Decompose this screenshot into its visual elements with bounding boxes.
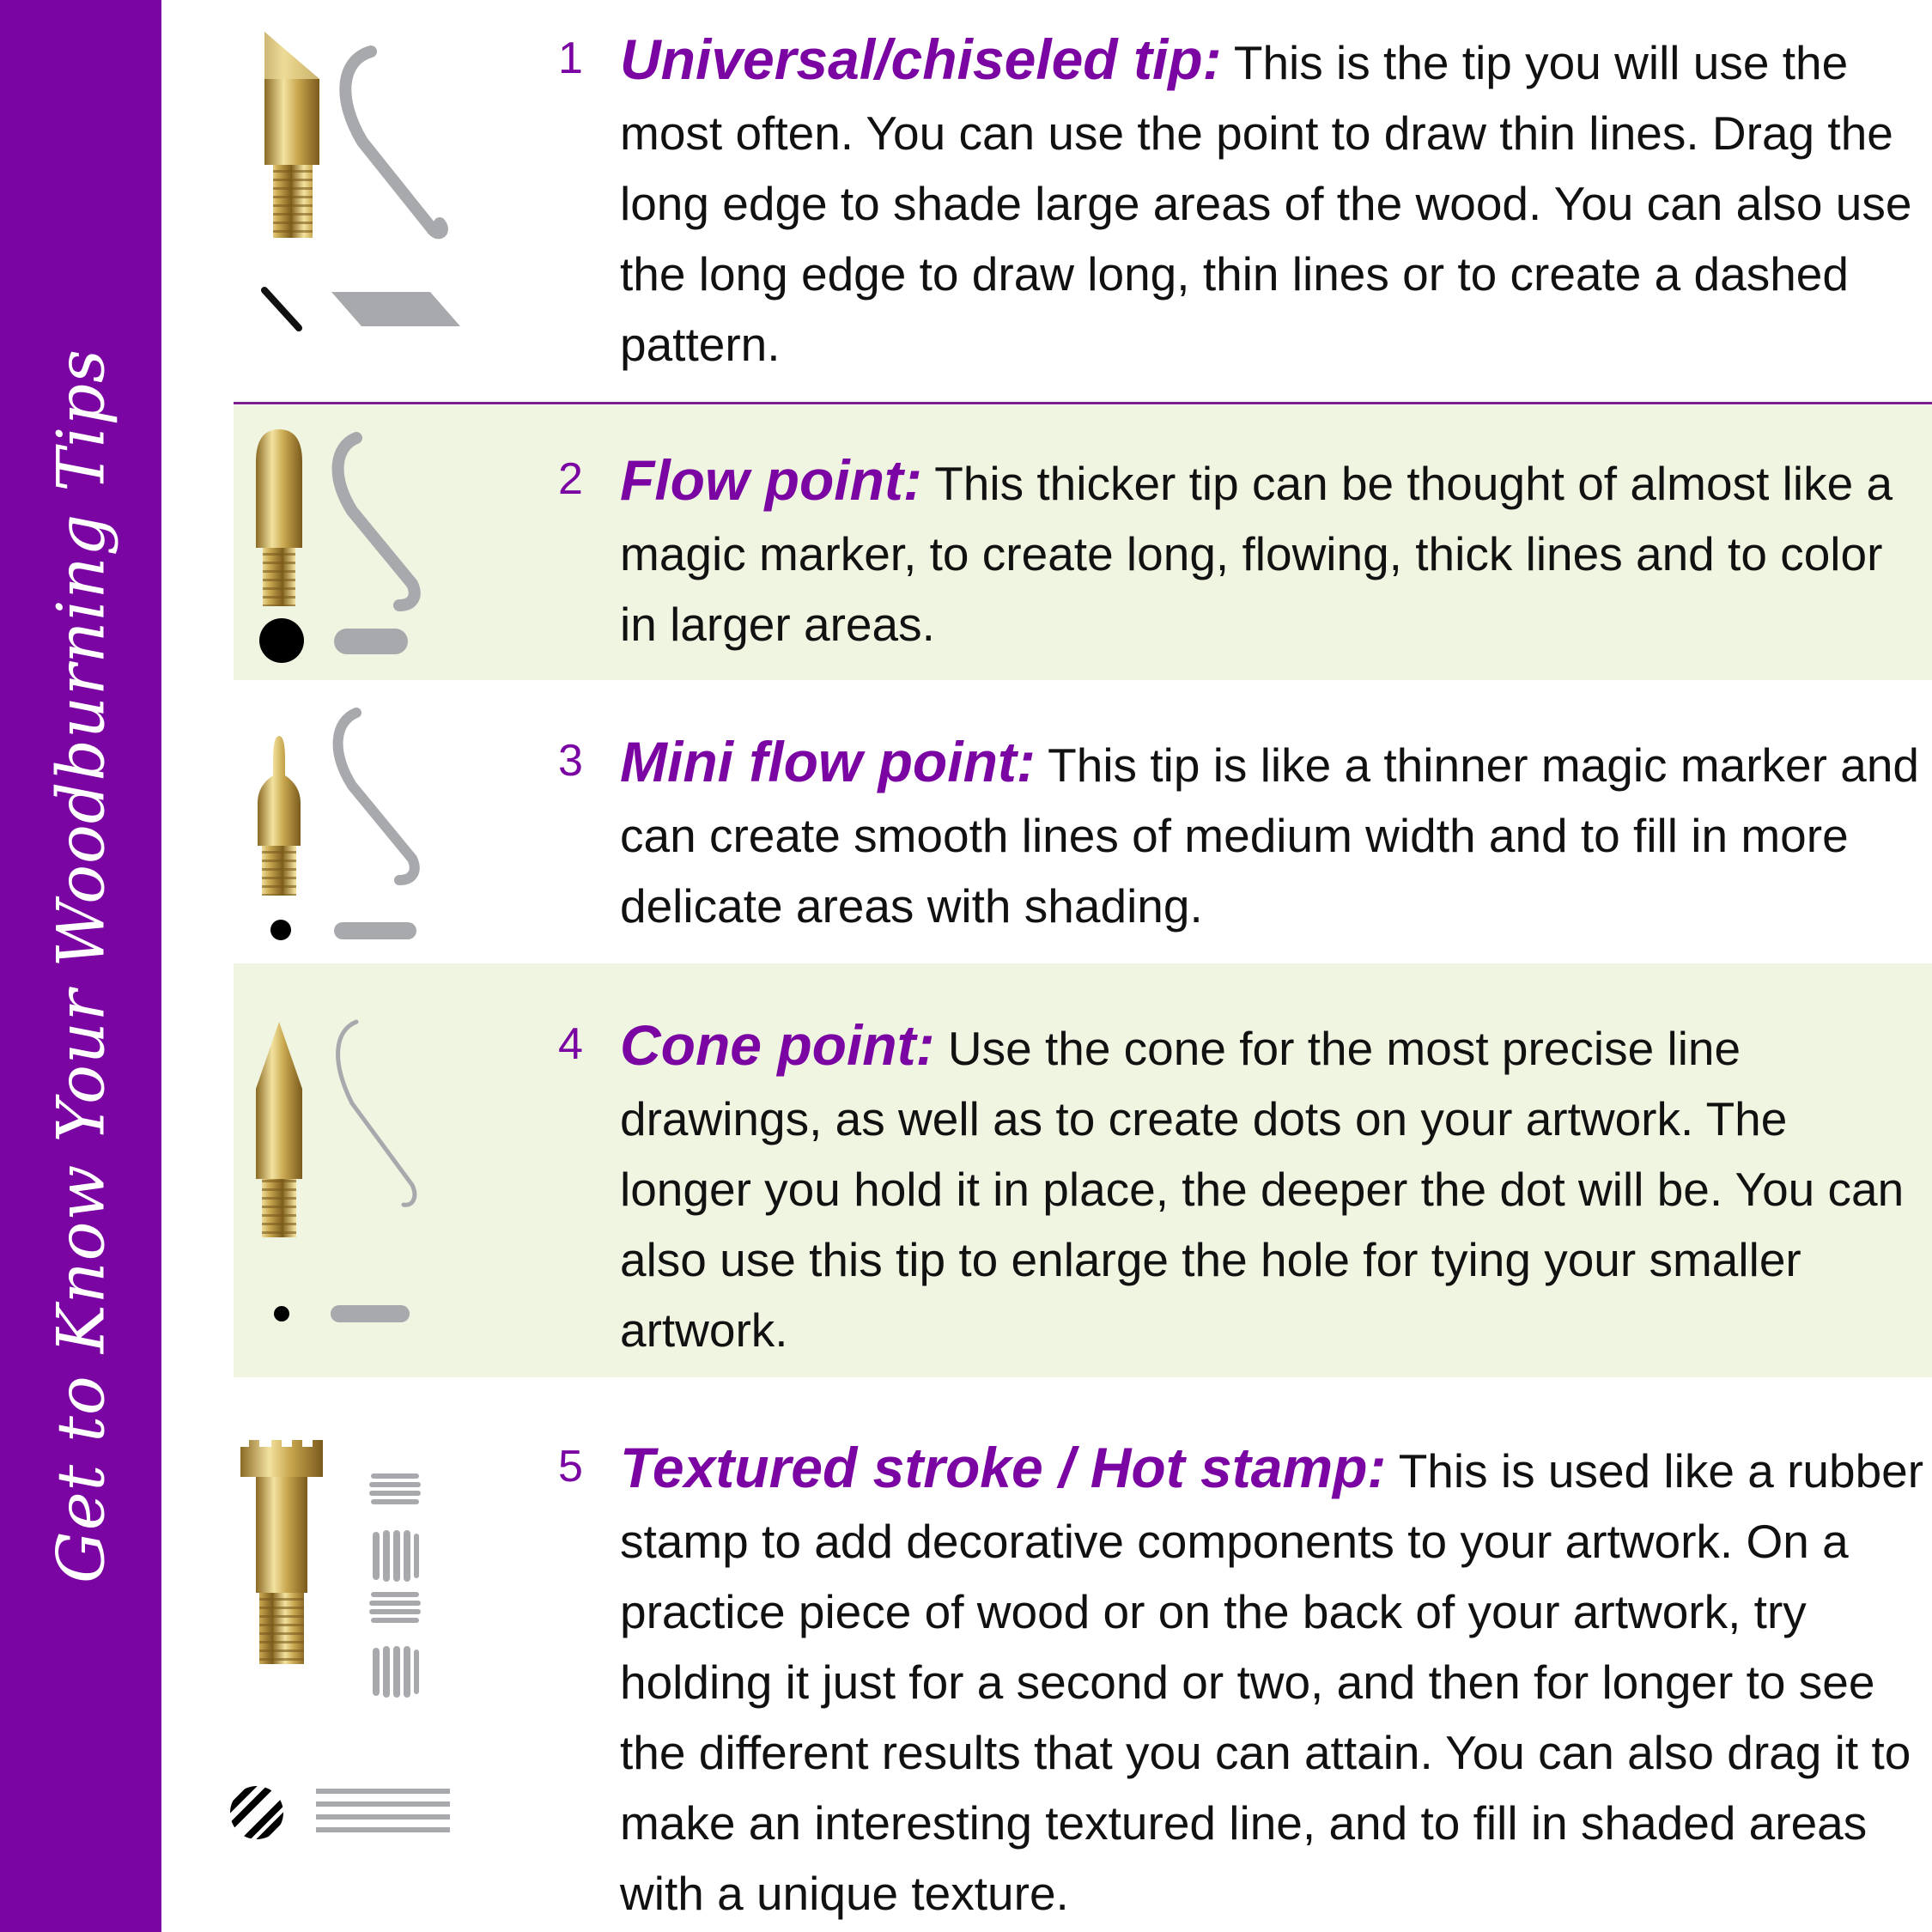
tip-number: 2 — [558, 454, 583, 504]
tip-description: This thicker tip can be thought of almost like a magic marker, to create long, flowing, thick lines and to color in larger areas. — [620, 457, 1893, 651]
tip-number: 1 — [558, 33, 583, 83]
hot-stamp-tip-icon — [239, 1438, 325, 1666]
tip-description: This is used like a rubber stamp to add decorative components to your artwork. On a practice piece of wood or on the back of your artwork, try holding it just for a second or two, and then for longer to see the different results that you can attain. You can also drag it to make an interesting textured line, and to fill in shaded areas with a unique texture. — [620, 1444, 1924, 1920]
medium-dot-icon — [270, 919, 292, 941]
tip-description: This is the tip you will use the most often. You can use the point to draw thin lines. Drag the long edge to shade large areas of the wood. You can also use the long edge to draw long, thin lines or to create a dashed pattern. — [620, 36, 1912, 371]
textured-line-stroke-icon — [316, 1789, 450, 1833]
tip-text — [620, 726, 1925, 941]
tip-title: Textured stroke / Hot stamp: — [620, 1436, 1387, 1499]
thick-dot-icon — [258, 617, 306, 665]
tip-number: 3 — [558, 736, 583, 786]
fine-line-stroke-icon — [329, 1303, 411, 1324]
tip-text — [620, 445, 1925, 659]
tip-text — [620, 1010, 1925, 1365]
striped-circle-icon — [228, 1784, 285, 1841]
stamp-texture-samples-icon — [368, 1470, 422, 1702]
tip-text — [620, 24, 1925, 380]
cone-point-tip-icon — [249, 1020, 309, 1239]
tip-text — [620, 1432, 1925, 1929]
universal-tip-icon — [258, 27, 326, 242]
hook-stroke-icon — [337, 47, 448, 245]
thin-line-stroke-icon — [258, 283, 309, 335]
tip-number: 5 — [558, 1442, 583, 1492]
mini-flow-point-tip-icon — [249, 734, 309, 897]
tip-description: Use the cone for the most precise line drawings, as well as to create dots on your artwork. The longer you hold it in place, the deeper the dot will be. You can also use this tip to enlarge the hole for tying your smaller artwork. — [620, 1022, 1905, 1357]
tip-title: Flow point: — [620, 448, 922, 512]
tip-title: Mini flow point: — [620, 730, 1036, 793]
tip-description: This tip is like a thinner magic marker and can create smooth lines of medium width and to fill in more delicate areas with shading. — [620, 738, 1919, 933]
tip-title: Cone point: — [620, 1013, 935, 1077]
shade-area-stroke-icon — [331, 288, 460, 331]
section-divider — [234, 402, 1932, 404]
tip-title: Universal/chiseled tip: — [620, 27, 1222, 91]
sidebar — [0, 0, 161, 1932]
flow-point-tip-icon — [249, 428, 309, 608]
medium-line-stroke-icon — [332, 920, 418, 941]
small-dot-icon — [273, 1305, 290, 1322]
sidebar-title: Get to Know Your Woodburning Tips — [42, 349, 119, 1583]
thick-line-stroke-icon — [332, 627, 410, 656]
hook-stroke-icon — [331, 434, 425, 614]
hook-stroke-icon — [331, 1018, 425, 1211]
tip-number: 4 — [558, 1019, 583, 1069]
hook-stroke-icon — [331, 708, 425, 889]
